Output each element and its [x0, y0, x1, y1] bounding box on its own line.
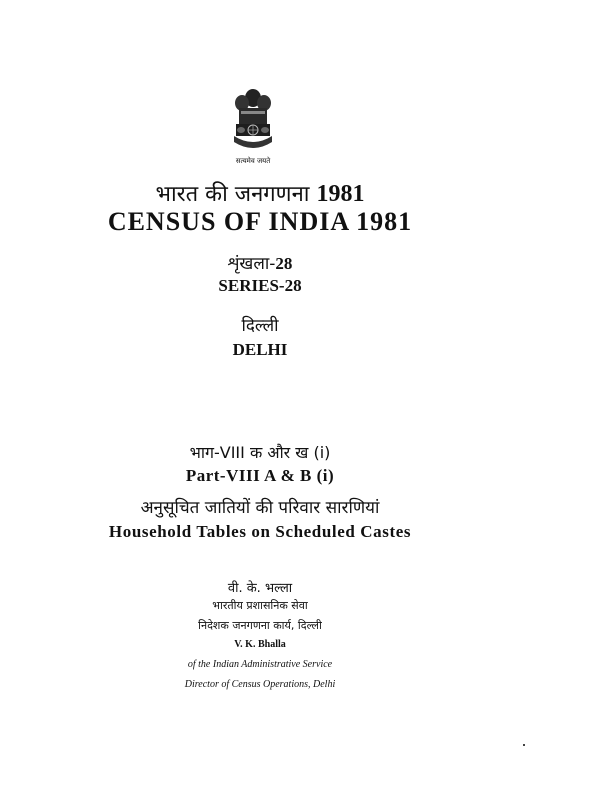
english-series: SERIES-28 [218, 276, 302, 295]
page-speck [523, 744, 525, 746]
english-state: DELHI [232, 340, 288, 359]
english-part: Part-VIII A & B (i) [185, 466, 335, 485]
hindi-title-year: 1981 [316, 181, 365, 207]
hindi-series [0, 251, 520, 274]
hindi-part: भाग-VIII क और ख (i) [189, 443, 331, 462]
hindi-title [0, 178, 520, 208]
national-emblem-icon [228, 86, 278, 168]
hindi-author-service: भारतीय प्रशासनिक सेवा [212, 599, 308, 612]
english-subject: Household Tables on Scheduled Castes [108, 522, 412, 541]
hindi-subject: अनुसूचित जातियों की परिवार सारणियां [140, 498, 380, 518]
english-author-post: Director of Census Operations, Delhi [184, 679, 336, 690]
hindi-state: दिल्ली [241, 316, 279, 336]
hindi-author-post: निदेशक जनगणना कार्य, दिल्ली [198, 619, 322, 632]
hindi-author-name: वी. के. भल्ला [227, 581, 293, 596]
english-title: CENSUS OF INDIA 1981 [107, 207, 413, 236]
english-author-name: V. K. Bhalla [234, 639, 286, 650]
hindi-series-text: शृंखला- [227, 254, 276, 274]
english-author-service: of the Indian Administrative Service [187, 659, 333, 670]
emblem-motto: सत्यमेव जयते [235, 157, 271, 165]
hindi-series-number: 28 [275, 254, 293, 273]
hindi-title-text: भारत की जनगणना [155, 182, 310, 207]
